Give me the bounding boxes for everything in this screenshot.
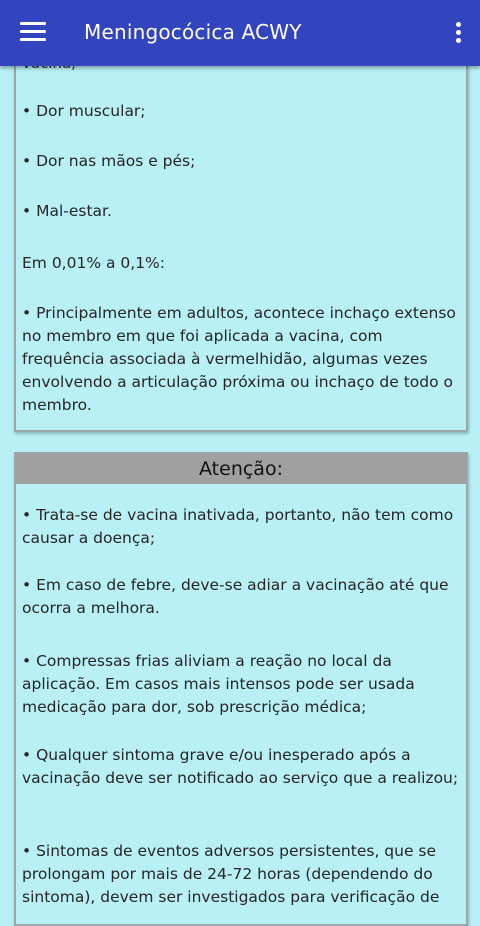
list-item: • Principalmente em adultos, acontece inchaço extenso no membro em que foi aplicada a vacina, com frequência associada à vermelhidão, algumas vezes envolvendo a articulação próxima ou inchaço de todo o membro. — [22, 304, 456, 414]
app-bar — [0, 0, 480, 66]
attention-card — [14, 452, 468, 926]
list-item: • Sintomas de eventos adversos persistentes, que se prolongam por mais de 24-72 horas (dependendo do sintoma), devem ser investigados para verificação de — [22, 842, 440, 906]
list-item: • Mal-estar. — [22, 202, 112, 220]
list-item: • Qualquer sintoma grave e/ou inesperado após a vacinação deve ser notificado ao serviço que a realizou; — [22, 746, 459, 787]
list-item: • Dor nas mãos e pés; — [22, 152, 196, 170]
list-item: • Em caso de febre, deve-se adiar a vacinação até que ocorra a melhora. — [22, 576, 449, 617]
more-options-icon[interactable] — [456, 22, 462, 44]
list-item: • Compressas frias aliviam a reação no local da aplicação. Em casos mais intensos pode ser usada medicação para dor, sob prescrição médica; — [22, 652, 415, 716]
list-item: • Trata-se de vacina inativada, portanto, não tem como causar a doença; — [22, 506, 454, 547]
page-title: Meningocócica ACWY — [84, 20, 302, 44]
menu-icon[interactable] — [20, 22, 46, 44]
section-label: Em 0,01% a 0,1%: — [22, 254, 166, 272]
attention-header: Atenção: — [16, 454, 466, 484]
side-effects-card — [14, 44, 468, 432]
list-item: • Dor muscular; — [22, 102, 146, 120]
